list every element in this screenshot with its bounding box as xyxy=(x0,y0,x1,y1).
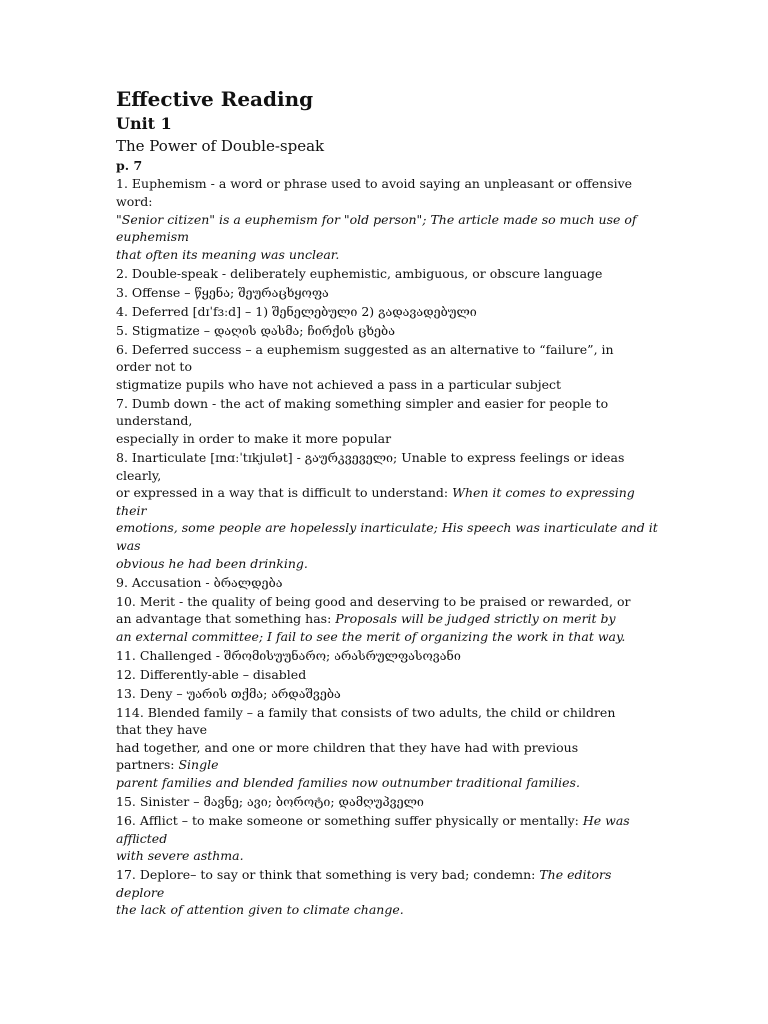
example-text: He was xyxy=(582,813,630,829)
example-text: the lack of attention given to climate change. xyxy=(116,902,404,918)
text-line xyxy=(116,685,658,703)
example-text: that often its meaning was unclear. xyxy=(116,246,340,262)
definition-text: that they have xyxy=(116,722,207,738)
definition-text: order not to xyxy=(116,359,192,375)
text-line xyxy=(116,246,658,264)
definition-text: stigmatize pupils who have not achieved a pass in a particular subject xyxy=(116,376,562,392)
definition-text: especially in order to make it more popular xyxy=(116,431,392,447)
definition-text: clearly, xyxy=(116,467,162,483)
section-subtitle: The Power of Double-speak xyxy=(116,137,325,155)
example-text: afflicted xyxy=(116,830,168,846)
text-line xyxy=(116,430,658,448)
text-line xyxy=(116,901,658,919)
example-text: The editors xyxy=(539,867,612,883)
definition-text: 3. Offense – წყენა; შეურაცხყოფა xyxy=(116,284,329,300)
text-line xyxy=(116,593,658,611)
text-line xyxy=(116,193,658,211)
example-text: emotions, some people are hopelessly inarticulate; His speech was inarticulate and it xyxy=(116,520,658,536)
definition-text: understand, xyxy=(116,413,193,429)
definition-text: 4. Deferred [dɪˈfɜːd] – 1) შენელებული 2) გადავადებული xyxy=(116,303,477,319)
example-text: an external committee; I fail to see the merit of organizing the work in that way. xyxy=(116,628,626,644)
text-line xyxy=(116,265,658,283)
definition-text: 8. Inarticulate [ɪnɑːˈtɪkjulət] - გაურკვეველი; Unable to express feelings or ideas xyxy=(116,450,625,466)
text-line xyxy=(116,412,658,430)
text-line xyxy=(116,175,658,193)
text-line xyxy=(116,519,658,537)
text-line xyxy=(116,467,658,485)
example-text: their xyxy=(116,502,147,518)
example-text: parent families and blended families now outnumber traditional families. xyxy=(116,775,580,791)
text-line xyxy=(116,812,658,830)
unit-heading: Unit 1 xyxy=(116,114,172,133)
text-line xyxy=(116,303,658,321)
definition-text: 7. Dumb down - the act of making something simpler and easier for people to xyxy=(116,395,609,411)
text-line xyxy=(116,484,658,502)
text-line xyxy=(116,866,658,884)
definition-text: 2. Double-speak - deliberately euphemistic, ambiguous, or obscure language xyxy=(116,265,603,281)
text-line xyxy=(116,666,658,684)
text-line xyxy=(116,358,658,376)
example-text: "Senior citizen" is a euphemism for "old person"; The article made so much use of xyxy=(116,211,637,227)
definition-text: partners: xyxy=(116,757,179,773)
text-line xyxy=(116,647,658,665)
text-line xyxy=(116,502,658,520)
vocabulary-list xyxy=(116,175,658,919)
example-text: obvious he had been drinking. xyxy=(116,555,308,571)
text-line xyxy=(116,574,658,592)
definition-text: 9. Accusation - ბრალდება xyxy=(116,574,283,590)
text-line xyxy=(116,555,658,573)
definition-text: word: xyxy=(116,193,153,209)
text-line xyxy=(116,449,658,467)
page-reference: p. 7 xyxy=(116,158,143,173)
text-line xyxy=(116,376,658,394)
example-text: euphemism xyxy=(116,229,190,245)
text-line xyxy=(116,284,658,302)
text-line xyxy=(116,322,658,340)
text-line xyxy=(116,884,658,902)
example-text: When it comes to expressing xyxy=(452,485,635,501)
text-line xyxy=(116,704,658,722)
definition-text: 11. Challenged - შრომისუუნარო; არასრულფასოვანი xyxy=(116,647,461,663)
example-text: with severe asthma. xyxy=(116,848,244,864)
definition-text: 12. Differently-able – disabled xyxy=(116,666,307,682)
text-line xyxy=(116,211,658,229)
definition-text: 10. Merit - the quality of being good and deserving to be praised or rewarded, or xyxy=(116,593,631,609)
definition-text: 114. Blended family – a family that consists of two adults, the child or children xyxy=(116,704,616,720)
text-line xyxy=(116,628,658,646)
text-line xyxy=(116,610,658,628)
definition-text: 17. Deplore– to say or think that something is very bad; condemn: xyxy=(116,867,540,883)
definition-text: had together, and one or more children that they have had with previous xyxy=(116,739,579,755)
text-line xyxy=(116,756,658,774)
definition-text: 5. Stigmatize – დაღის დასმა; ჩირქის ცხება xyxy=(116,322,395,338)
text-line xyxy=(116,847,658,865)
definition-text: or expressed in a way that is difficult to understand: xyxy=(116,485,453,501)
text-line xyxy=(116,537,658,555)
text-line xyxy=(116,793,658,811)
text-line xyxy=(116,228,658,246)
definition-text: 16. Afflict – to make someone or something suffer physically or mentally: xyxy=(116,813,583,829)
text-line xyxy=(116,341,658,359)
text-line xyxy=(116,721,658,739)
text-line xyxy=(116,395,658,413)
document-title: Effective Reading xyxy=(116,87,314,111)
text-line xyxy=(116,739,658,757)
text-line xyxy=(116,830,658,848)
definition-text: 6. Deferred success – a euphemism suggested as an alternative to “failure”, in xyxy=(116,341,614,357)
definition-text: 15. Sinister – მავნე; ავი; ბოროტი; დამღუპველი xyxy=(116,794,424,810)
definition-text: an advantage that something has: xyxy=(116,611,336,627)
example-text: Single xyxy=(178,757,219,773)
example-text: deplore xyxy=(116,884,165,900)
example-text: Proposals will be judged strictly on merit by xyxy=(335,611,616,627)
example-text: was xyxy=(116,538,141,553)
definition-text: 1. Euphemism - a word or phrase used to avoid saying an unpleasant or offensive xyxy=(116,176,633,192)
definition-text: 13. Deny – უარის თქმა; არდაშვება xyxy=(116,685,341,701)
text-line xyxy=(116,774,658,792)
